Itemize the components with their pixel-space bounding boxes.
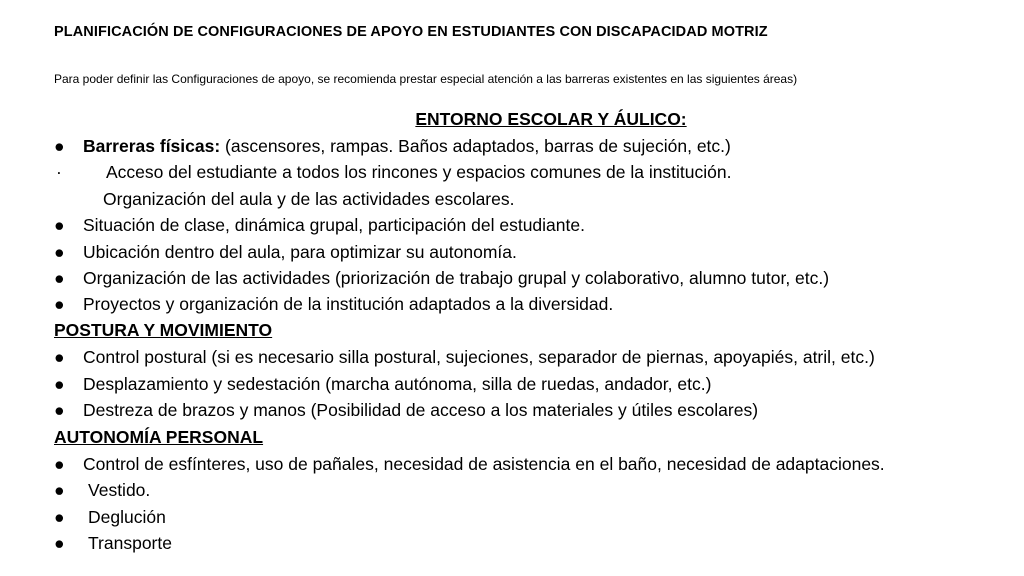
bullet: ● — [54, 268, 65, 288]
bullet: ● — [54, 507, 65, 527]
item-text: Control postural (si es necesario silla postural, sujeciones, separador de piernas, apoyapiés, atril, etc.) — [83, 347, 875, 367]
heading-autonomia: AUTONOMÍA PERSONAL — [54, 427, 264, 447]
item-text: Desplazamiento y sedestación (marcha autónoma, silla de ruedas, andador, etc.) — [83, 374, 712, 394]
bullet: ● — [54, 480, 65, 500]
bullet: ● — [54, 347, 65, 367]
heading-postura: POSTURA Y MOVIMIENTO — [54, 320, 273, 340]
item-text: Acceso del estudiante a todos los rincones y espacios comunes de la institución. — [106, 162, 732, 182]
heading-entorno: ENTORNO ESCOLAR Y ÁULICO: — [415, 109, 687, 129]
item-text: Organización de las actividades (priorización de trabajo grupal y colaborativo, alumno tutor, etc.) — [83, 268, 830, 288]
item-text: (ascensores, rampas. Baños adaptados, barras de sujeción, etc.) — [220, 136, 731, 156]
item-text: Control de esfínteres, uso de pañales, necesidad de asistencia en el baño, necesidad de adaptaciones. — [83, 454, 885, 474]
intro-paragraph: Para poder definir las Configuraciones de apoyo, se recomienda prestar especial atención a las barreras existentes en las siguientes áreas) — [54, 72, 798, 86]
item-text: Proyectos y organización de la institución adaptados a la diversidad. — [83, 294, 614, 314]
bullet: ● — [54, 242, 65, 262]
item-text: Organización del aula y de las actividades escolares. — [103, 189, 515, 209]
item-text: Ubicación dentro del aula, para optimizar su autonomía. — [83, 242, 517, 262]
item-text: Transporte — [88, 533, 172, 553]
bullet: ● — [54, 374, 65, 394]
item-text: Situación de clase, dinámica grupal, participación del estudiante. — [83, 215, 585, 235]
item-bold-label: Barreras físicas: — [83, 136, 221, 156]
bullet: ● — [54, 400, 65, 420]
bullet: ● — [54, 533, 65, 553]
bullet: ● — [54, 136, 65, 156]
item-text: Vestido. — [88, 480, 151, 500]
document-title: PLANIFICACIÓN DE CONFIGURACIONES DE APOYO EN ESTUDIANTES CON DISCAPACIDAD MOTRIZ — [54, 24, 768, 40]
dot-marker: · — [56, 162, 62, 182]
bullet: ● — [54, 215, 65, 235]
item-text: Destreza de brazos y manos (Posibilidad de acceso a los materiales y útiles escolares) — [83, 400, 759, 420]
item-text: Deglución — [88, 507, 166, 527]
bullet: ● — [54, 454, 65, 474]
bullet: ● — [54, 294, 65, 314]
